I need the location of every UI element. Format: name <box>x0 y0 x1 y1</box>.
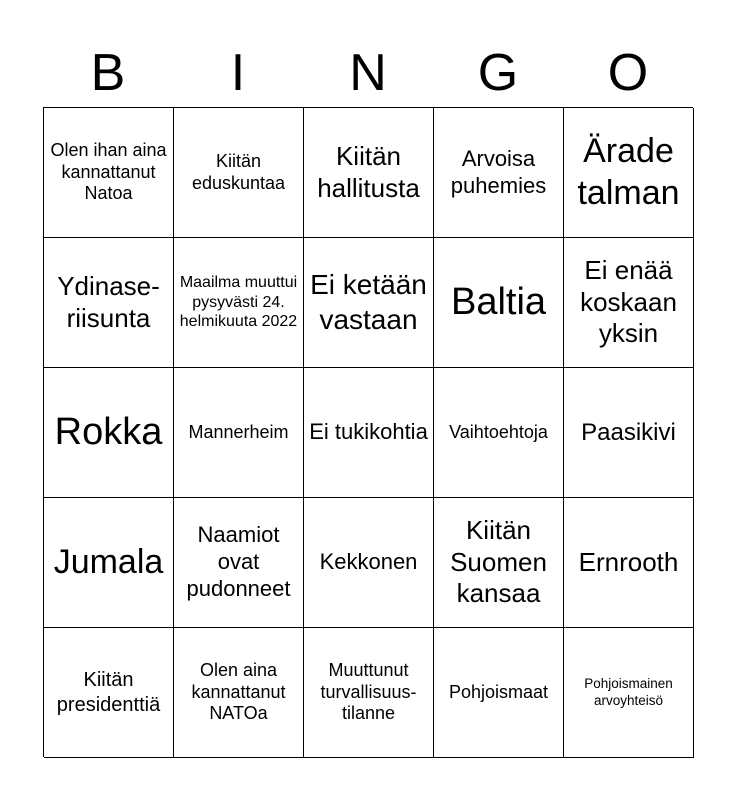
bingo-cell-text: Pohjoismainen arvoyhteisö <box>584 676 673 708</box>
bingo-cell-text: Rokka <box>54 411 163 454</box>
bingo-cell-text: Muuttunut turvallisuus-tilanne <box>320 659 417 724</box>
bingo-cell[interactable] <box>44 238 174 368</box>
bingo-cell[interactable] <box>44 498 174 628</box>
bingo-cell[interactable] <box>44 628 174 758</box>
bingo-cell[interactable] <box>304 238 434 368</box>
bingo-cell[interactable] <box>564 498 694 628</box>
bingo-cell[interactable] <box>174 108 304 238</box>
bingo-cell-text: Baltia <box>450 281 547 324</box>
bingo-cell-text: Kiitän Suomen kansaa <box>450 514 547 609</box>
bingo-cell-text: Kiitän eduskuntaa <box>191 150 286 193</box>
bingo-header <box>43 40 693 106</box>
bingo-cell[interactable] <box>434 498 564 628</box>
bingo-cell-text: Arvoisa puhemies <box>450 145 547 198</box>
bingo-cell[interactable] <box>304 368 434 498</box>
bingo-cell[interactable] <box>434 628 564 758</box>
bingo-cell[interactable] <box>174 628 304 758</box>
bingo-cell-text: Olen ihan aina kannattanut Natoa <box>50 139 167 204</box>
bingo-cell[interactable] <box>304 108 434 238</box>
header-letter-b: B <box>90 44 126 102</box>
bingo-cell-text: Mannerheim <box>188 421 289 442</box>
bingo-cell-text: Maailma muuttui pysyvästi 24. helmikuuta 2022 <box>179 274 298 331</box>
bingo-cell-text: Ärade talman <box>577 132 680 212</box>
bingo-cell[interactable] <box>434 368 564 498</box>
bingo-cell[interactable] <box>564 108 694 238</box>
bingo-cell[interactable] <box>564 368 694 498</box>
bingo-cell[interactable] <box>44 368 174 498</box>
header-letter-o: O <box>607 44 649 102</box>
bingo-cell-text: Olen aina kannattanut NATOa <box>191 659 286 724</box>
bingo-cell-text: Jumala <box>53 542 164 581</box>
bingo-cell-text: Paasikivi <box>581 418 676 446</box>
bingo-cell-text: Ernrooth <box>578 546 679 577</box>
bingo-cell-text: Kiitän presidenttiä <box>56 669 161 716</box>
bingo-cell-text: Ei ketään vastaan <box>310 269 427 335</box>
bingo-cell-text: Ydinase-riisunta <box>57 270 160 333</box>
header-letter-i: I <box>230 44 246 102</box>
bingo-cell[interactable] <box>434 108 564 238</box>
bingo-cell[interactable] <box>174 368 304 498</box>
bingo-cell[interactable] <box>174 498 304 628</box>
header-letter-g: G <box>477 44 519 102</box>
header-letter-n: N <box>349 44 387 102</box>
bingo-cell-text: Ei tukikohtia <box>309 419 428 445</box>
bingo-cell[interactable] <box>44 108 174 238</box>
bingo-cell[interactable] <box>174 238 304 368</box>
bingo-cell-text: Ei enää koskaan yksin <box>580 254 677 349</box>
bingo-cell[interactable] <box>304 498 434 628</box>
bingo-cell[interactable] <box>304 628 434 758</box>
bingo-cell-text: Naamiot ovat pudonneet <box>186 522 291 601</box>
bingo-cell-text: Vaihtoehtoja <box>449 421 548 442</box>
bingo-cell[interactable] <box>434 238 564 368</box>
bingo-cell-text: Kiitän hallitusta <box>317 140 420 203</box>
bingo-cell[interactable] <box>564 628 694 758</box>
bingo-cell[interactable] <box>564 238 694 368</box>
bingo-cell-text: Pohjoismaat <box>448 681 549 702</box>
bingo-cell-text: Kekkonen <box>319 549 418 575</box>
bingo-board <box>43 107 693 757</box>
